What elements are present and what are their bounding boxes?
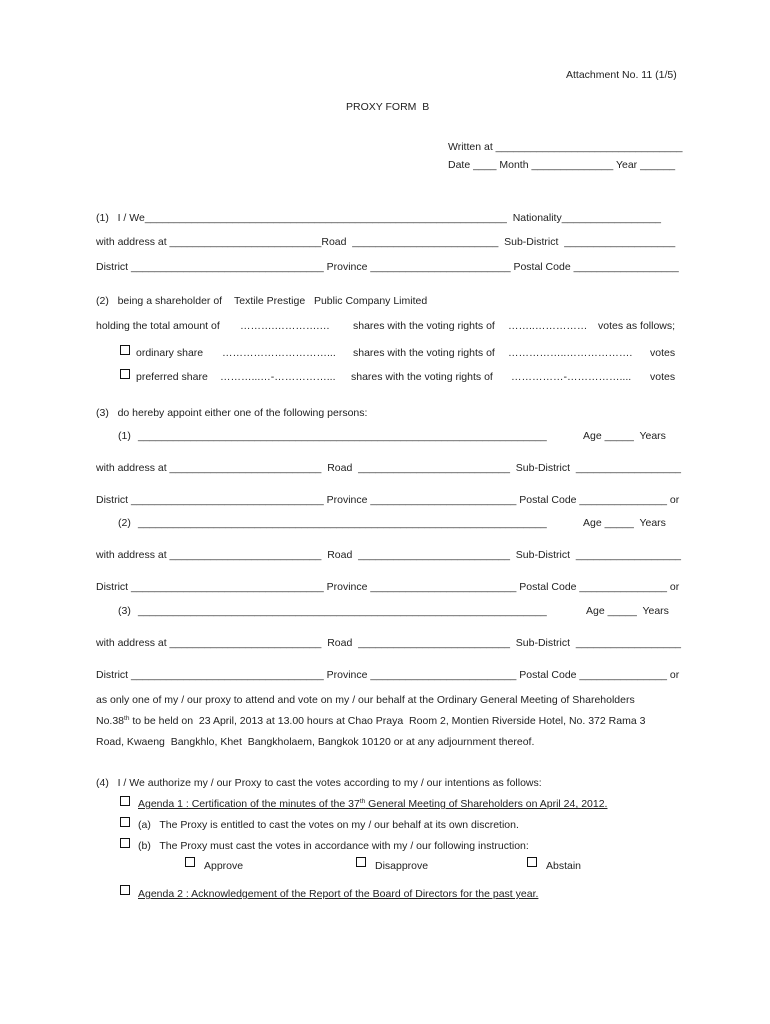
preferred-share-checkbox[interactable] [120, 369, 130, 379]
proxy-address-line[interactable]: with address at __________________________ Road __________________________ Sub-District __________________ [96, 549, 682, 561]
company-name: Textile Prestige Public Company Limited [234, 295, 428, 307]
proxy-purpose-line3: Road, Kwaeng Bangkhlo, Khet Bangkholaem, Bangkok 10120 or at any adjournment thereof. [96, 736, 535, 748]
date-field[interactable]: Date ____ Month ______________ Year ______ [448, 159, 676, 171]
votes-label: votes [650, 347, 676, 359]
approve-label: Approve [204, 860, 244, 872]
proxy-purpose-line1: as only one of my / our proxy to attend and vote on my / our behalf at the Ordinary General Meeting of Shareholders [96, 694, 635, 706]
name-nationality-line[interactable]: (1) I / We______________________________________________________________ Nationality_________________ [96, 212, 662, 224]
proxy-age-field[interactable]: Age _____ Years [586, 605, 669, 617]
proxy-address-line[interactable]: with address at __________________________ Road __________________________ Sub-District __________________ [96, 462, 682, 474]
proxy-age-field[interactable]: Age _____ Years [583, 430, 666, 442]
shareholder-intro: (2) being a shareholder of [96, 295, 223, 307]
agenda2-label: Agenda 2 : Acknowledgement of the Report of the Board of Directors for the past year. [138, 888, 539, 900]
agenda2-checkbox[interactable] [120, 885, 130, 895]
proxy-purpose-line2: No.38th to be held on 23 April, 2013 at 13.00 hours at Chao Praya Room 2, Montien Riverside Hotel, No. 372 Rama 3 [96, 715, 646, 727]
voting-rights-label: shares with the voting rights of [353, 320, 495, 332]
ordinary-share-checkbox[interactable] [120, 345, 130, 355]
proxy-number: (2) [118, 517, 131, 529]
ordinary-shares-field[interactable]: …………………………... [222, 347, 336, 359]
approve-checkbox[interactable] [185, 857, 195, 867]
preferred-shares-field[interactable]: ………...…-……………... [220, 371, 336, 383]
proxy-district-line[interactable]: District _________________________________ Province _________________________ Postal Code _______________ or [96, 581, 680, 593]
proxy-name-field[interactable]: ______________________________________________________________________ [138, 430, 547, 442]
disapprove-checkbox[interactable] [356, 857, 366, 867]
voting-rights-label: shares with the voting rights of [351, 371, 493, 383]
agenda1-checkbox[interactable] [120, 796, 130, 806]
agenda1-label: Agenda 1 : Certification of the minutes of the 37th General Meeting of Shareholders on April 24, 2012. [138, 798, 608, 810]
abstain-label: Abstain [546, 860, 582, 872]
proxy-district-line[interactable]: District _________________________________ Province _________________________ Postal Code _______________ or [96, 669, 680, 681]
ordinary-share-label: ordinary share [136, 347, 204, 359]
appoint-intro: (3) do hereby appoint either one of the following persons: [96, 407, 368, 419]
written-at-field[interactable]: Written at ________________________________ [448, 141, 683, 153]
ordinary-votes-field[interactable]: ……………..………………. [508, 347, 633, 359]
votes-label: votes [650, 371, 676, 383]
address-line[interactable]: with address at __________________________Road _________________________ Sub-District ___________________ [96, 236, 676, 248]
proxy-name-field[interactable]: ______________________________________________________________________ [138, 605, 547, 617]
district-line[interactable]: District _________________________________ Province ________________________ Postal Code __________________ [96, 261, 679, 273]
total-shares-field[interactable]: ……….………….… [240, 320, 330, 332]
option-b-checkbox[interactable] [120, 838, 130, 848]
authorize-intro: (4) I / We authorize my / our Proxy to cast the votes according to my / our intentions as follows: [96, 777, 542, 789]
abstain-checkbox[interactable] [527, 857, 537, 867]
total-votes-field[interactable]: ……..…………… [508, 320, 588, 332]
votes-as-follows-label: votes as follows; [598, 320, 676, 332]
preferred-share-label: preferred share [136, 371, 208, 383]
preferred-votes-field[interactable]: ……………-…………….... [511, 371, 632, 383]
voting-rights-label: shares with the voting rights of [353, 347, 495, 359]
proxy-address-line[interactable]: with address at __________________________ Road __________________________ Sub-District __________________ [96, 637, 682, 649]
holding-label: holding the total amount of [96, 320, 220, 332]
proxy-name-field[interactable]: ______________________________________________________________________ [138, 517, 547, 529]
proxy-age-field[interactable]: Age _____ Years [583, 517, 666, 529]
form-title: PROXY FORM B [346, 101, 430, 113]
proxy-number: (1) [118, 430, 131, 442]
option-a-label: (a) The Proxy is entitled to cast the votes on my / our behalf at its own discretion. [138, 819, 519, 831]
proxy-number: (3) [118, 605, 131, 617]
option-a-checkbox[interactable] [120, 817, 130, 827]
proxy-district-line[interactable]: District _________________________________ Province _________________________ Postal Code _______________ or [96, 494, 680, 506]
attachment-number: Attachment No. 11 (1/5) [566, 69, 677, 81]
disapprove-label: Disapprove [375, 860, 429, 872]
option-b-label: (b) The Proxy must cast the votes in accordance with my / our following instruction: [138, 840, 529, 852]
